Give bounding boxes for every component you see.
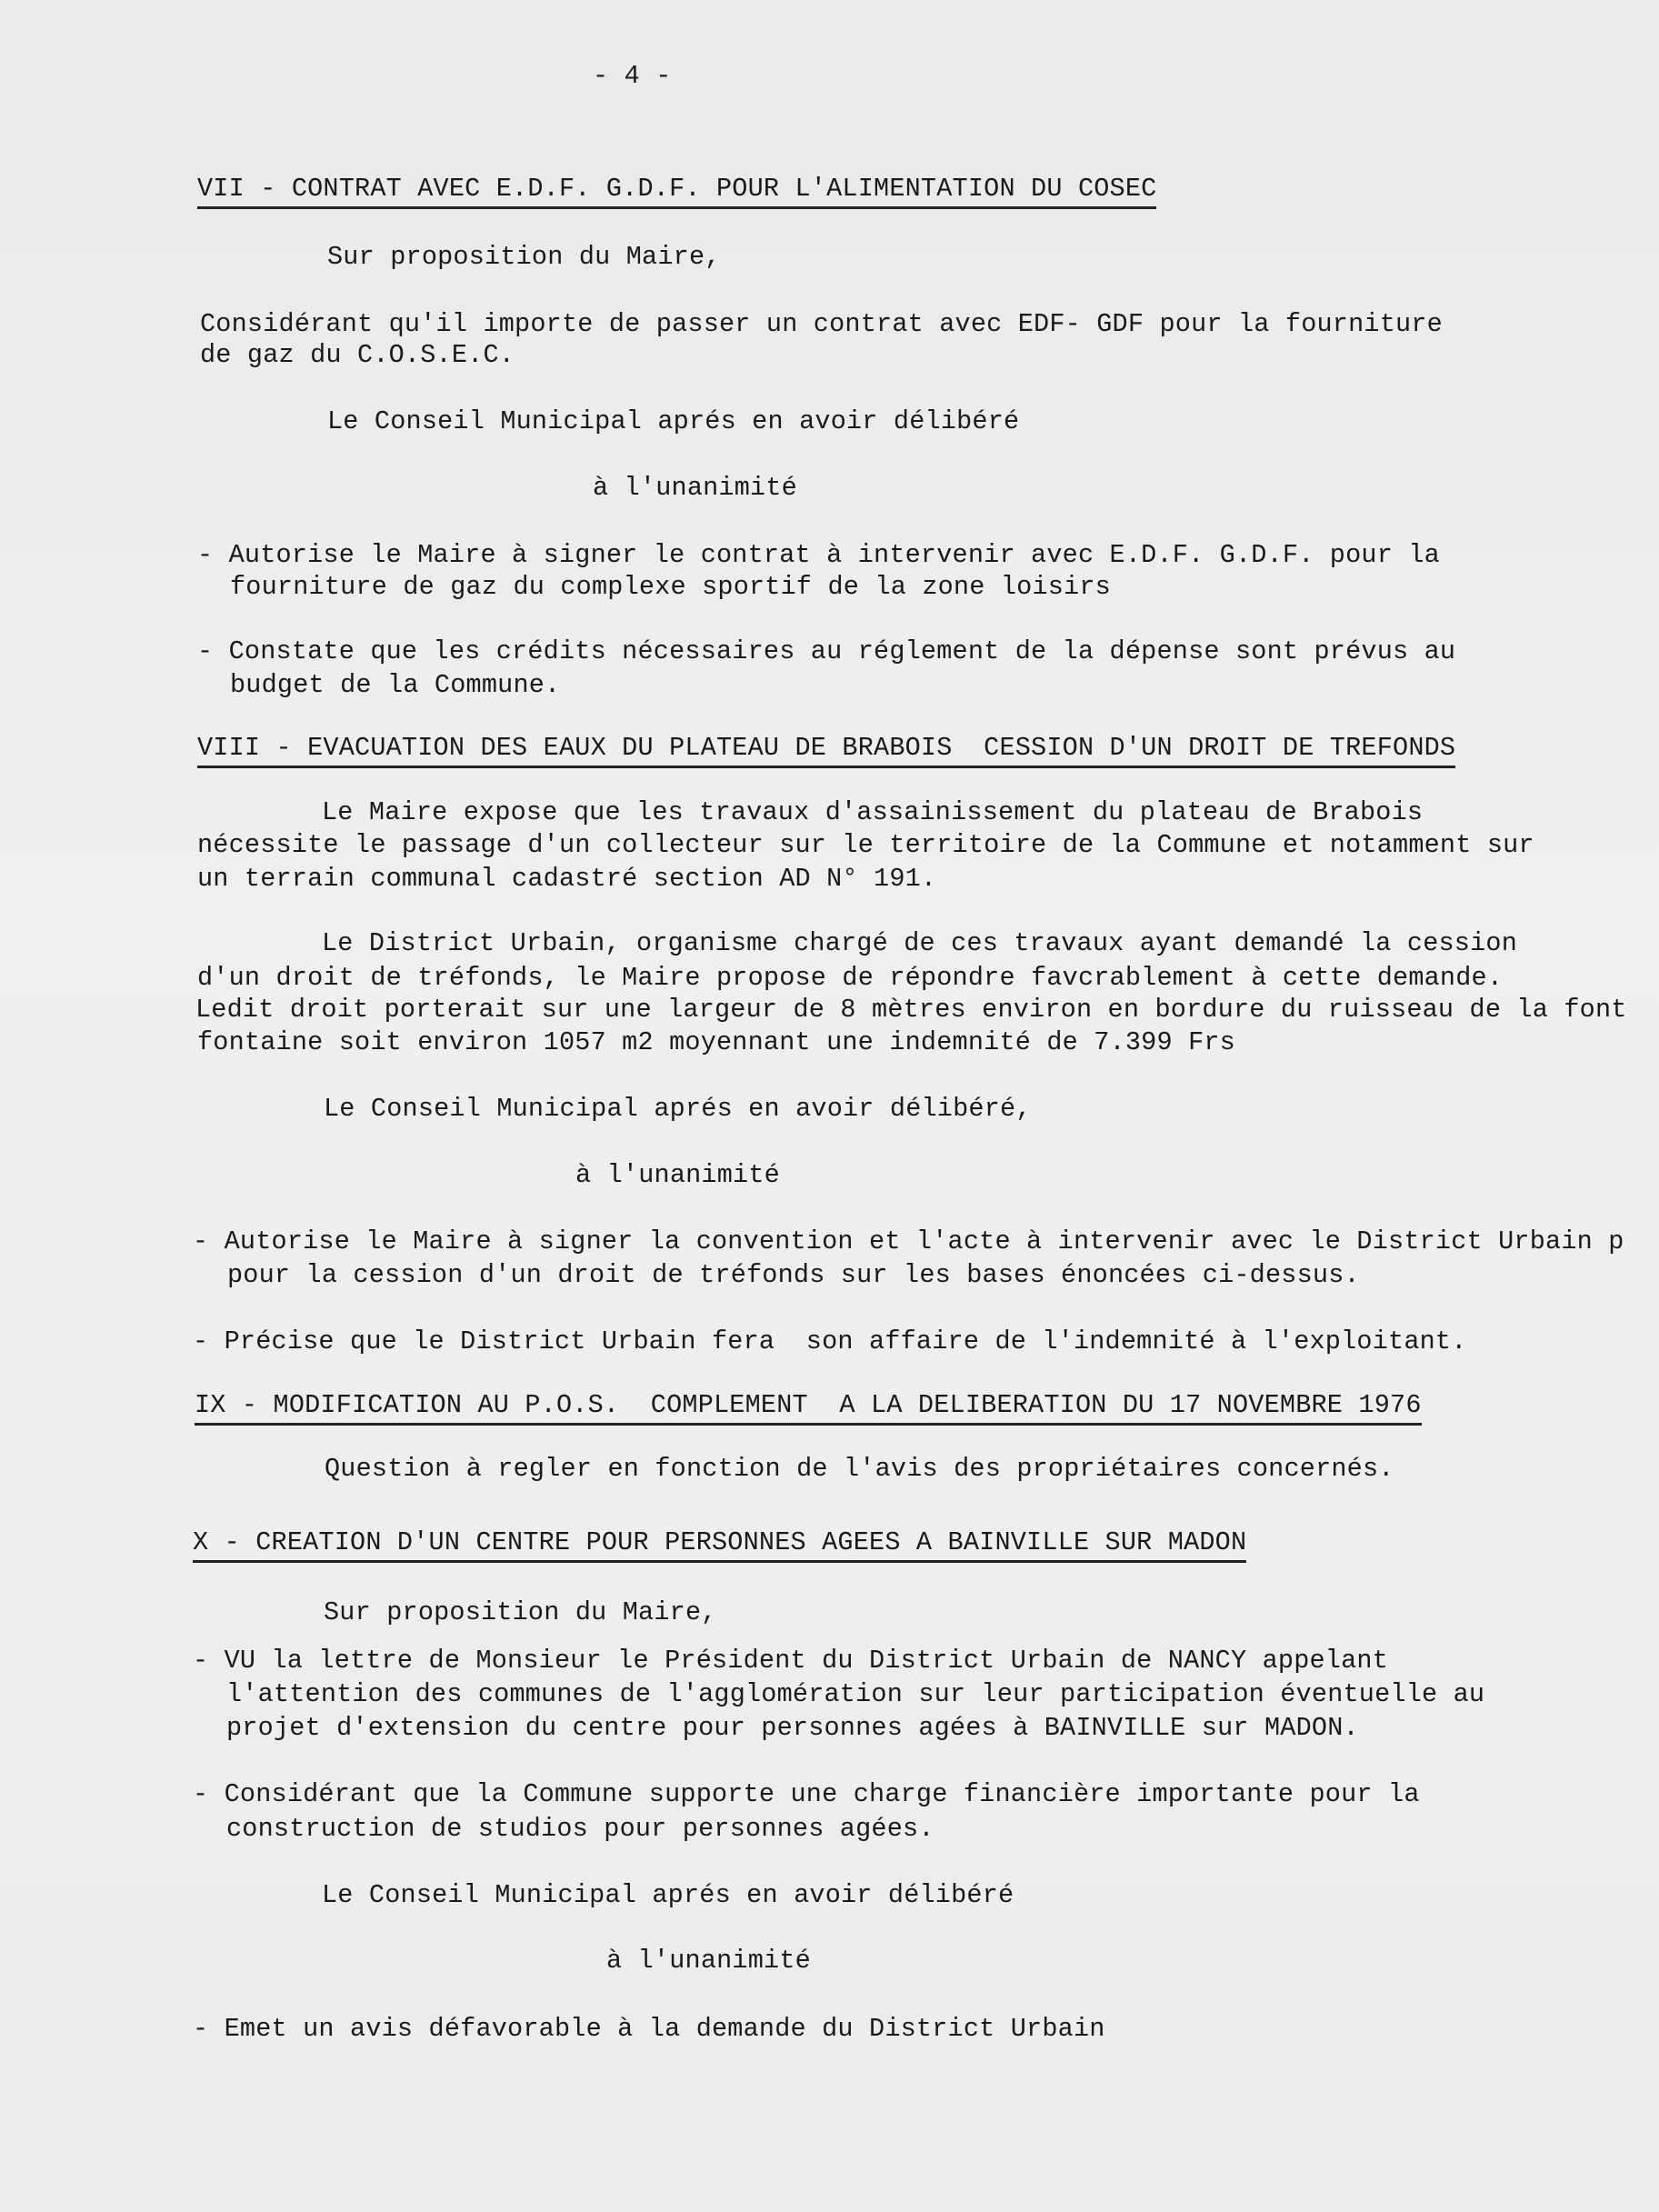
paragraph-line: - Considérant que la Commune supporte une charge financière importante pour la xyxy=(193,1779,1420,1809)
section-heading-viii: VIII - EVACUATION DES EAUX DU PLATEAU DE BRABOIS CESSION D'UN DROIT DE TREFONDS xyxy=(197,732,1455,768)
paragraph-line: Le Conseil Municipal aprés en avoir délibéré xyxy=(327,406,1020,436)
paragraph-line: - Emet un avis défavorable à la demande du District Urbain xyxy=(193,2014,1105,2044)
paragraph-line: Question à regler en fonction de l'avis des propriétaires concernés. xyxy=(325,1454,1394,1484)
paragraph-line: nécessite le passage d'un collecteur sur le territoire de la Commune et notamment sur xyxy=(197,830,1534,860)
paragraph-line: à l'unanimité xyxy=(575,1160,780,1190)
section-heading-vii: VII - CONTRAT AVEC E.D.F. G.D.F. POUR L'ALIMENTATION DU COSEC xyxy=(197,173,1156,209)
paragraph-line: Ledit droit porterait sur une largeur de 8 mètres environ en bordure du ruisseau de la font xyxy=(195,995,1627,1025)
paragraph-line: à l'unanimité xyxy=(606,1946,811,1976)
paragraph-line: - VU la lettre de Monsieur le Président du District Urbain de NANCY appelant xyxy=(193,1646,1389,1676)
paragraph-line: projet d'extension du centre pour personnes agées à BAINVILLE sur MADON. xyxy=(226,1713,1359,1743)
paragraph-line: Sur proposition du Maire, xyxy=(327,242,721,272)
paragraph-line: Le Conseil Municipal aprés en avoir délibéré xyxy=(322,1880,1014,1910)
paragraph-line: - Autorise le Maire à signer le contrat à intervenir avec E.D.F. G.D.F. pour la xyxy=(197,540,1440,570)
paragraph-line: - Précise que le District Urbain fera son affaire de l'indemnité à l'exploitant. xyxy=(193,1326,1467,1356)
paragraph-line: Le Conseil Municipal aprés en avoir délibéré, xyxy=(324,1094,1032,1124)
paragraph-line: Le District Urbain, organisme chargé de ces travaux ayant demandé la cession xyxy=(322,928,1518,958)
page-number: - 4 - xyxy=(593,61,672,91)
paragraph-line: de gaz du C.O.S.E.C. xyxy=(200,340,515,370)
paragraph-line: - Constate que les crédits nécessaires au réglement de la dépense sont prévus au xyxy=(197,636,1456,666)
paragraph-line: pour la cession d'un droit de tréfonds sur les bases énoncées ci-dessus. xyxy=(227,1260,1360,1290)
paragraph-line: l'attention des communes de l'agglomération sur leur participation éventuelle au xyxy=(226,1679,1485,1709)
paragraph-line: fourniture de gaz du complexe sportif de la zone loisirs xyxy=(230,572,1111,602)
section-heading-ix: IX - MODIFICATION AU P.O.S. COMPLEMENT A LA DELIBERATION DU 17 NOVEMBRE 1976 xyxy=(195,1389,1422,1426)
paragraph-line: construction de studios pour personnes agées. xyxy=(226,1814,934,1844)
paragraph-line: un terrain communal cadastré section AD N° 191. xyxy=(197,864,937,894)
paragraph-line: budget de la Commune. xyxy=(230,670,561,700)
paragraph-line: d'un droit de tréfonds, le Maire propose de répondre favcrablement à cette demande. xyxy=(197,963,1504,993)
paragraph-line: - Autorise le Maire à signer la convention et l'acte à intervenir avec le District Urbain p xyxy=(193,1226,1624,1256)
paragraph-line: Sur proposition du Maire, xyxy=(324,1597,717,1627)
paragraph-line: fontaine soit environ 1057 m2 moyennant une indemnité de 7.399 Frs xyxy=(197,1027,1235,1057)
paragraph-line: Considérant qu'il importe de passer un contrat avec EDF- GDF pour la fourniture xyxy=(200,309,1443,339)
section-heading-x: X - CREATION D'UN CENTRE POUR PERSONNES AGEES A BAINVILLE SUR MADON xyxy=(193,1526,1246,1563)
paragraph-line: à l'unanimité xyxy=(593,473,797,503)
paragraph-line: Le Maire expose que les travaux d'assainissement du plateau de Brabois xyxy=(322,797,1424,827)
